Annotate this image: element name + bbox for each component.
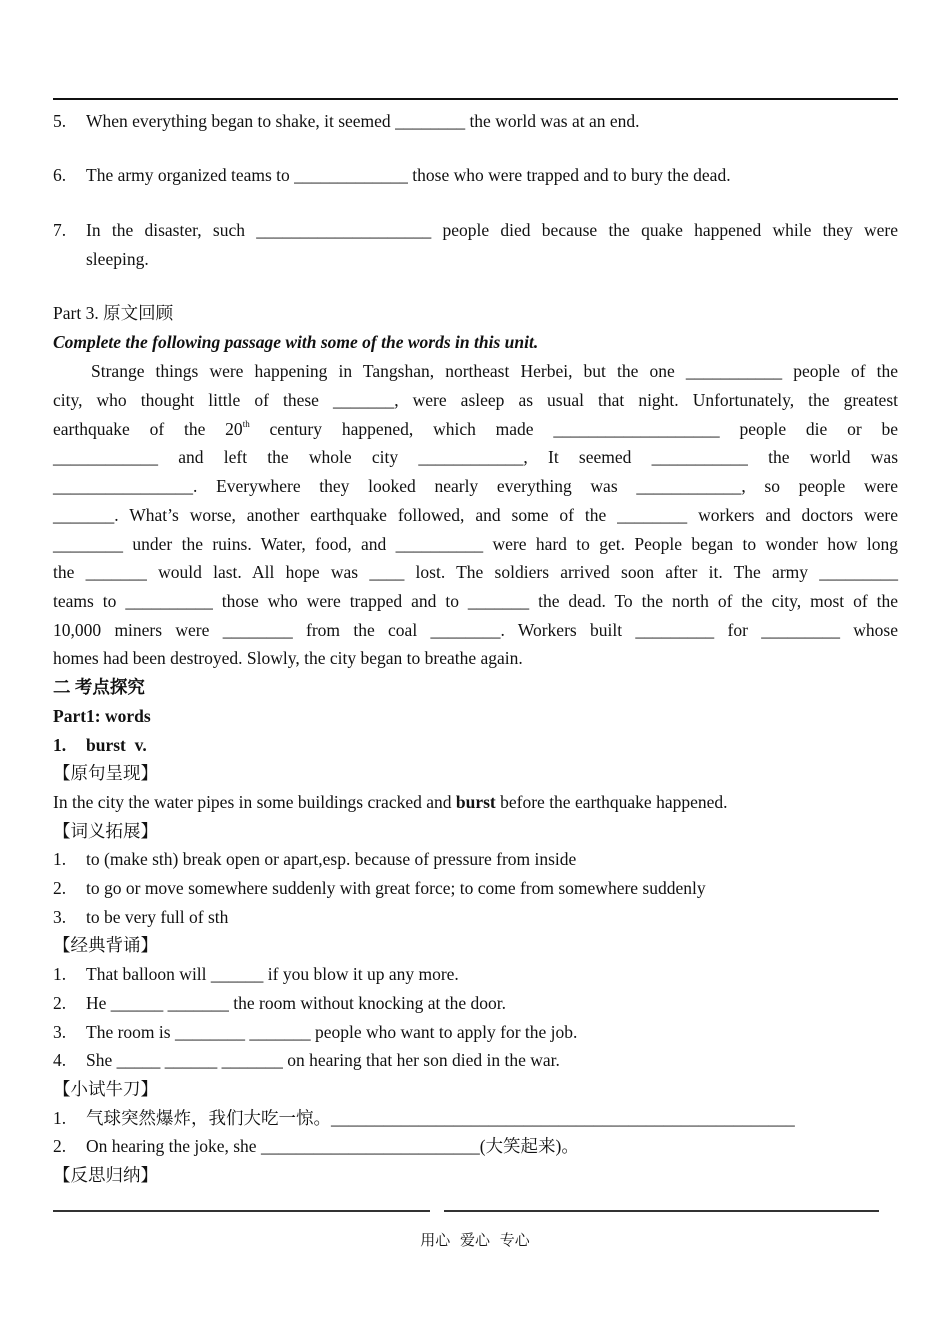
answer-blank[interactable]: ____________________ [256, 220, 432, 240]
footer-motto: 用心 爱心 专心 [420, 1233, 530, 1249]
exercise-item-6: 6. The army organized teams to _____________ those who were trapped and to bury the dead. [53, 165, 731, 185]
header-rule [53, 98, 898, 100]
exercise-item-7-continued: sleeping. [86, 249, 149, 269]
classic-item: 3. The room is ________ _______ people who want to apply for the job. [53, 1022, 578, 1042]
passage-line-7: ________ under the ruins. Water, food, and __________ were hard to get. People began to wonder how long [53, 534, 898, 554]
practice-item: 1. 气球突然爆炸，我们大吃一惊。_____________________________________________________ [53, 1108, 795, 1128]
original-sentence-label: 【原句呈现】 [53, 763, 158, 783]
footer-rule-left [53, 1210, 430, 1212]
classic-item: 1. That balloon will ______ if you blow it up any more. [53, 964, 459, 984]
footer-rule-right [444, 1210, 879, 1212]
classic-label: 【经典背诵】 [53, 935, 158, 955]
classic-item: 4. She _____ ______ _______ on hearing that her son died in the war. [53, 1050, 560, 1070]
classic-item: 2. He ______ _______ the room without knocking at the door. [53, 993, 506, 1013]
meaning-item: 2. to go or move somewhere suddenly with great force; to come from somewhere suddenly [53, 878, 706, 898]
meanings-label: 【词义拓展】 [53, 821, 158, 841]
part3-instruction: Complete the following passage with some of the words in this unit. [53, 332, 539, 352]
word-entry: 1. burst v. [53, 735, 147, 755]
exercise-item-7: 7. In the disaster, such ____________________ people died because the quake happened while they were [53, 220, 898, 240]
passage-line-9: teams to __________ those who were trapped and to _______ the dead. To the north of the city, most of the [53, 591, 898, 611]
part3-heading: Part 3. 原文回顾 [53, 303, 174, 323]
passage-line-10: 10,000 miners were ________ from the coal ________. Workers built _________ for _________ whose [53, 620, 898, 640]
passage-line-1: Strange things were happening in Tangshan, northeast Herbei, but the one ___________ people of the [91, 361, 898, 381]
passage-line-2: city, who thought little of these _______, were asleep as usual that night. Unfortunately, the greatest [53, 390, 898, 410]
exercise-item-5: 5. When everything began to shake, it seemed ________ the world was at an end. [53, 111, 640, 131]
practice-item: 2. On hearing the joke, she _________________________(大笑起来)。 [53, 1136, 579, 1156]
passage-line-4: ____________ and left the whole city ____________, It seemed ___________ the world was [53, 447, 898, 467]
answer-blank[interactable]: ________ [395, 111, 466, 131]
meaning-item: 3. to be very full of sth [53, 907, 229, 927]
passage-line-8: the _______ would last. All hope was ____ lost. The soldiers arrived soon after it. The army _________ [53, 562, 898, 582]
passage-line-3: earthquake of the 20th century happened, which made ___________________ people die or be [53, 419, 899, 439]
passage-line-5: ________________. Everywhere they looked nearly everything was ____________, so people were [53, 476, 898, 496]
reflect-label: 【反思归纳】 [53, 1165, 158, 1185]
part1-heading: Part1: words [53, 706, 151, 726]
passage-line-6: _______. What’s worse, another earthquake followed, and some of the ________ workers and doctors were [53, 505, 898, 525]
original-sentence: In the city the water pipes in some buildings cracked and burst before the earthquake happened. [53, 792, 728, 812]
meaning-item: 1. to (make sth) break open or apart,esp. because of pressure from inside [53, 849, 577, 869]
practice-label: 【小试牛刀】 [53, 1079, 158, 1099]
answer-blank[interactable]: _____________ [294, 165, 408, 185]
passage-line-11: homes had been destroyed. Slowly, the city began to breathe again. [53, 648, 523, 668]
section-heading: 二 考点探究 [53, 677, 145, 697]
